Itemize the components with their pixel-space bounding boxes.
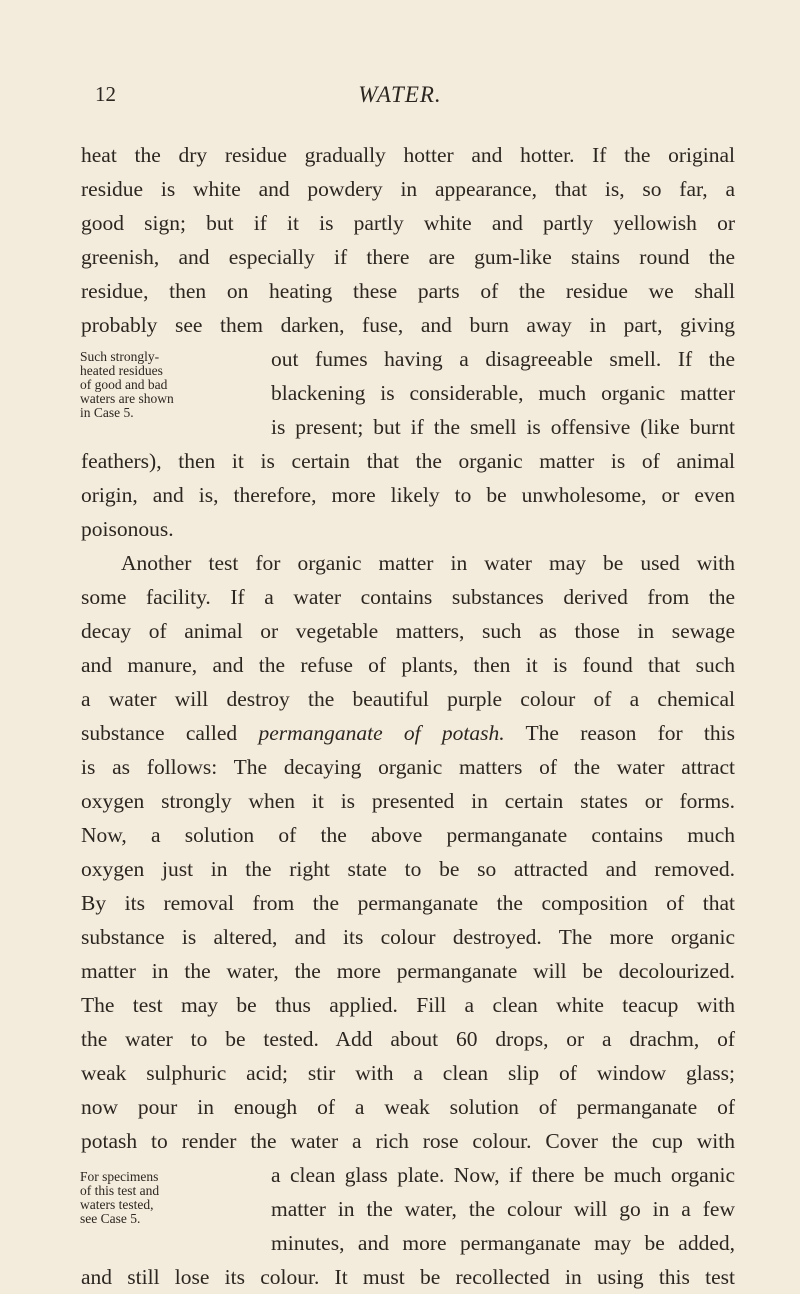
text-line: and still lose its colour. It must be recollected in using this test [81, 1265, 735, 1289]
side-note-line: see Case 5. [80, 1211, 141, 1226]
side-note-line: For specimens [80, 1169, 159, 1184]
side-note-line: of this test and [80, 1183, 160, 1198]
text-line: poisonous. [81, 517, 174, 541]
italic-term-permanganate: permanganate of potash. [258, 721, 505, 745]
text-line: Now, a solution of the above permanganate contains much [81, 823, 735, 847]
text-line: now pour in enough of a weak solution of permanganate of [81, 1095, 735, 1119]
text-line: and manure, and the refuse of plants, then it is found that such [81, 653, 735, 677]
text-fragment: The reason for this [525, 721, 735, 745]
text-fragment: substance called [81, 721, 238, 745]
page-header [0, 82, 800, 112]
page-number: 12 [95, 82, 116, 106]
running-head: WATER. [358, 82, 442, 107]
side-note [80, 350, 262, 420]
side-note-line: waters are shown [80, 391, 174, 406]
text-line: blackening is considerable, much organic matter [271, 381, 735, 405]
side-note-line: of good and bad [80, 377, 168, 392]
text-line: feathers), then it is certain that the organic matter is of animal [81, 449, 735, 473]
text-line: The test may be thus applied. Fill a clean white teacup with [81, 993, 735, 1017]
text-line: potash to render the water a rich rose colour. Cover the cup with [81, 1129, 735, 1153]
text-line: the water to be tested. Add about 60 drops, or a drachm, of [81, 1027, 735, 1051]
text-line: substance is altered, and its colour destroyed. The more organic [81, 925, 735, 949]
text-line: residue, then on heating these parts of the residue we shall [81, 279, 735, 303]
text-line: a water will destroy the beautiful purple colour of a chemical [81, 687, 735, 711]
text-line: greenish, and especially if there are gum-like stains round the [81, 245, 735, 269]
text-line: oxygen just in the right state to be so attracted and removed. [81, 857, 735, 881]
text-line: is present; but if the smell is offensive (like burnt [271, 415, 735, 439]
side-note-line: in Case 5. [80, 405, 134, 420]
side-note [80, 1170, 262, 1226]
text-line: a clean glass plate. Now, if there be much organic [271, 1163, 735, 1187]
text-line: is as follows: The decaying organic matters of the water attract [81, 755, 735, 779]
text-line: origin, and is, therefore, more likely to be unwholesome, or even [81, 483, 735, 507]
text-line: probably see them darken, fuse, and burn away in part, giving [81, 313, 735, 337]
text-line: By its removal from the permanganate the composition of that [81, 891, 735, 915]
text-line: oxygen strongly when it is presented in certain states or forms. [81, 789, 735, 813]
text-line: some facility. If a water contains substances derived from the [81, 585, 735, 609]
side-note-line: Such strongly- [80, 349, 160, 364]
text-line: weak sulphuric acid; stir with a clean slip of window glass; [81, 1061, 735, 1085]
side-note-line: waters tested, [80, 1197, 154, 1212]
text-line: out fumes having a disagreeable smell. If the [271, 347, 735, 371]
text-line: matter in the water, the more permanganate will be decolourized. [81, 959, 735, 983]
text-line: decay of animal or vegetable matters, such as those in sewage [81, 619, 735, 643]
text-line: residue is white and powdery in appearance, that is, so far, a [81, 177, 735, 201]
text-line: good sign; but if it is partly white and partly yellowish or [81, 211, 735, 235]
paragraph-start: Another test for organic matter in water may be used with [121, 551, 735, 575]
text-line: minutes, and more permanganate may be added, [271, 1231, 735, 1255]
text-line: matter in the water, the colour will go in a few [271, 1197, 735, 1221]
side-note-line: heated residues [80, 363, 163, 378]
text-line-with-term [81, 716, 735, 750]
text-line: heat the dry residue gradually hotter and hotter. If the original [81, 143, 735, 167]
